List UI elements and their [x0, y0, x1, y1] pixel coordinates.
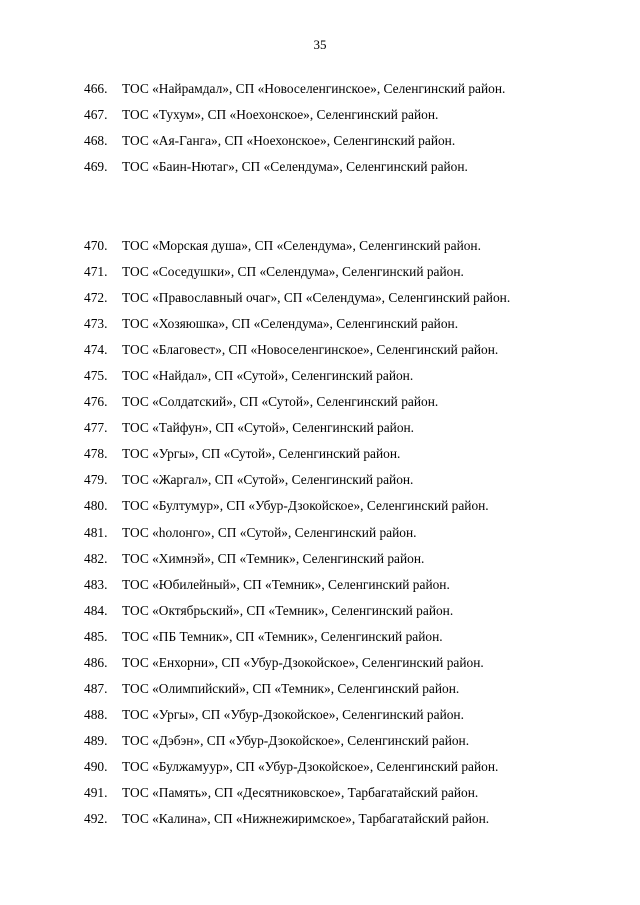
list-item: [84, 728, 510, 754]
list-item: [84, 128, 505, 154]
item-text: ТОС «Юбилейный», СП «Темник», Селенгинский район.: [122, 576, 450, 592]
list-item: [84, 493, 510, 519]
list-item: [84, 546, 510, 572]
list-item: [84, 285, 510, 311]
item-number: 488.: [84, 706, 108, 722]
item-number: 482.: [84, 550, 108, 566]
list-item: [84, 76, 505, 102]
item-text: ТОС «Ургы», СП «Убур-Дзокойское», Селенгинский район.: [122, 706, 464, 722]
item-text: ТОС «Баин-Нютаг», СП «Селендума», Селенгинский район.: [122, 159, 468, 175]
item-text: ТОС «Бултумур», СП «Убур-Дзокойское», Селенгинский район.: [122, 498, 489, 514]
list-group-b: [84, 233, 510, 832]
item-text: ТОС «Булжамуур», СП «Убур-Дзокойское», Селенгинский район.: [122, 758, 499, 774]
item-number: 472.: [84, 290, 108, 306]
list-item: [84, 676, 510, 702]
list-item: [84, 415, 510, 441]
item-number: 476.: [84, 394, 108, 410]
list-item: [84, 337, 510, 363]
list-item: [84, 441, 510, 467]
list-item: [84, 520, 510, 546]
item-number: 490.: [84, 758, 108, 774]
item-text: ТОС «Тайфун», СП «Сутой», Селенгинский район.: [122, 420, 415, 436]
item-number: 470.: [84, 238, 108, 253]
item-number: 474.: [84, 342, 108, 358]
item-text: ТОС «Найдал», СП «Сутой», Селенгинский район.: [122, 368, 414, 384]
list-item: [84, 702, 510, 728]
list-item: [84, 233, 510, 259]
item-text: ТОС «Морская душа», СП «Селендума», Селенгинский район.: [122, 238, 481, 253]
item-number: 483.: [84, 576, 108, 592]
item-text: ТОС «Жаргал», СП «Сутой», Селенгинский район.: [122, 472, 414, 488]
list-item: [84, 650, 510, 676]
list-item: [84, 259, 510, 285]
item-text: ТОС «Олимпийский», СП «Темник», Селенгинский район.: [122, 680, 460, 696]
item-text: ТОС «Октябрьский», СП «Темник», Селенгинский район.: [122, 602, 454, 618]
list-item: [84, 598, 510, 624]
list-item: [84, 363, 510, 389]
item-text: ТОС «Ая-Ганга», СП «Ноехонское», Селенгинский район.: [122, 133, 456, 149]
item-number: 478.: [84, 446, 108, 462]
list-item: [84, 154, 505, 180]
list-item: [84, 780, 510, 806]
item-number: 477.: [84, 420, 108, 436]
item-text: ТОС «Соседушки», СП «Селендума», Селенгинский район.: [122, 264, 464, 280]
item-number: 475.: [84, 368, 108, 384]
item-number: 481.: [84, 524, 108, 540]
item-text: ТОС «Тухум», СП «Ноехонское», Селенгинский район.: [122, 107, 439, 123]
item-text: ТОС «Калина», СП «Нижнежиримское», Тарбагатайский район.: [122, 811, 490, 827]
item-text: ТОС «Память», СП «Десятниковское», Тарбагатайский район.: [122, 784, 479, 800]
list-group-a: [84, 76, 505, 180]
item-number: 469.: [84, 159, 108, 175]
item-text: ТОС «Дэбэн», СП «Убур-Дзокойское», Селенгинский район.: [122, 732, 470, 748]
list-item: [84, 389, 510, 415]
item-text: ТОС «ПБ Темник», СП «Темник», Селенгинский район.: [122, 628, 443, 644]
item-number: 480.: [84, 498, 108, 514]
list-item: [84, 572, 510, 598]
list-item: [84, 806, 510, 832]
item-number: 466.: [84, 81, 108, 96]
item-number: 486.: [84, 654, 108, 670]
item-number: 487.: [84, 680, 108, 696]
item-number: 492.: [84, 811, 108, 827]
item-text: ТОС «Хозяюшка», СП «Селендума», Селенгинский район.: [122, 316, 459, 332]
list-item: [84, 467, 510, 493]
item-text: ТОС «Химнэй», СП «Темник», Селенгинский район.: [122, 550, 425, 566]
list-item: [84, 624, 510, 650]
item-number: 484.: [84, 602, 108, 618]
list-item: [84, 102, 505, 128]
item-number: 479.: [84, 472, 108, 488]
item-text: ТОС «Енхорни», СП «Убур-Дзокойское», Селенгинский район.: [122, 654, 484, 670]
item-text: ТОС «Ургы», СП «Сутой», Селенгинский район.: [122, 446, 401, 462]
item-number: 485.: [84, 628, 108, 644]
item-text: ТОС «Благовест», СП «Новоселенгинское», Селенгинский район.: [122, 342, 499, 358]
list-item: [84, 754, 510, 780]
item-number: 468.: [84, 133, 108, 149]
item-number: 467.: [84, 107, 108, 123]
item-number: 491.: [84, 784, 108, 800]
item-text: ТОС «Православный очаг», СП «Селендума», Селенгинский район.: [122, 290, 511, 306]
item-text: ТОС «Солдатский», СП «Сутой», Селенгинский район.: [122, 394, 439, 410]
item-number: 473.: [84, 316, 108, 332]
item-number: 471.: [84, 264, 108, 280]
list-item: [84, 311, 510, 337]
item-number: 489.: [84, 732, 108, 748]
item-text: ТОС «hолонго», СП «Сутой», Селенгинский район.: [122, 524, 417, 540]
item-text: ТОС «Найрамдал», СП «Новоселенгинское», Селенгинский район.: [122, 81, 506, 96]
page-number: 35: [313, 37, 327, 52]
